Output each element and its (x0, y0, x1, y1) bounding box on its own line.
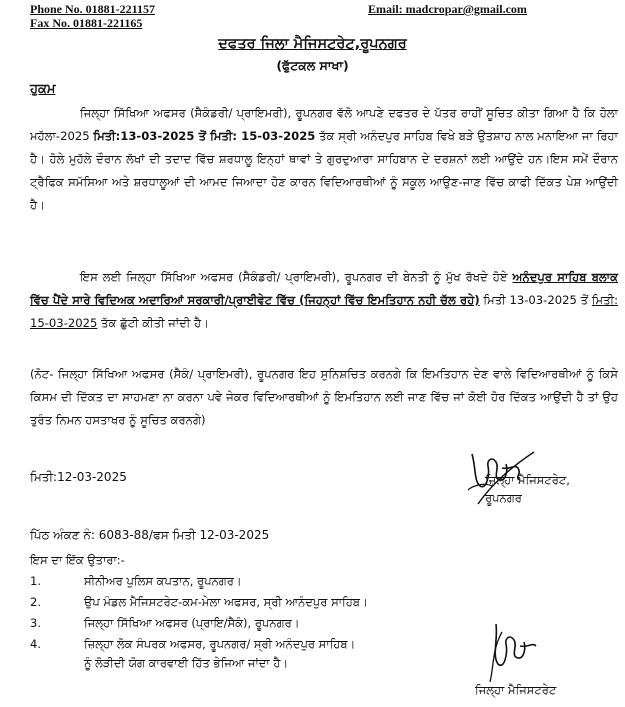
copy-recipient: ਉਪ ਮੰਡਲ ਮੈਜਿਸਟਰੇਟ-ਕਮ-ਮੇਲਾ ਅਫਸਰ, ਸ੍ਰੀ ਆਨੰਦਪੁਰ ਸਾਹਿਬ। (84, 595, 368, 609)
copy-number: 3. (30, 616, 41, 630)
signature-1-designation: ਜ਼ਿਲ੍ਹਾ ਮੈਜਿਸਟਰੇਟ, (485, 473, 570, 487)
office-title: ਦਫਤਰ ਜਿਲਾ ਮੈਜਿਸਟਰੇਟ,ਰੂਪਨਗਰ (218, 36, 407, 52)
copy-number: 4. (30, 637, 41, 651)
order-paragraph-1 (30, 102, 618, 217)
paragraph-2-text-b: ਮਿਤੀ 13-03-2025 ਤੋਂ (479, 293, 592, 307)
copy-intro: ਇਸ ਦਾ ਇੱਕ ਉਤਾਰਾ:- (30, 553, 125, 567)
email-address: Email: madcropar@gmail.com (368, 2, 527, 16)
signature-2 (482, 620, 552, 688)
paragraph-2-block-text: ਅਨੰਦਪੁਰ ਸਾਹਿਬ ਬਲਾਕ ਵਿੱਚ ਪੈਂਦੇ ਸਾਰੇ ਵਿਦਿਅਕ ਅਦਾਰਿਆਂ ਸਰਕਾਰੀ/ਪ੍ਰਾਈਵੇਟ ਵਿੱਚ (ਜਿਹਨ੍ਹਾਂ ਵਿੱਚ ਇਮਤਿਹਾਨ ਨਹੀ ਚੱਲ ਰਹੇ) (30, 270, 618, 307)
copy-number: 2. (30, 595, 41, 609)
paragraph-1-text-b: ਤੱਕ ਸ੍ਰੀ ਅਨੰਦਪੁਰ ਸਾਹਿਬ ਵਿਖੇ ਬੜੇ ਉਤਸ਼ਾਹ ਨਾਲ ਮਨਾਇਆ ਜਾ ਰਿਹਾ ਹੈ। ਹੋਲੇ ਮੁਹੱਲੇ ਦੌਰਾਨ ਲੱਖਾਂ ਦੀ ਤਦਾਦ ਵਿੱਚ ਸ਼ਰਧਾਲੂ ਇਨ੍ਹਾਂ ਥਾਵਾਂ ਤੇ ਗੁਰਦੁਆਰਾ ਸਾਹਿਬਾਨ ਦੇ ਦਰਸ਼ਨਾਂ ਲਈ ਆਉਂਦੇ ਹਨ।ਇਸ ਸਮੇਂ ਦੌਰਾਨ ਟ੍ਰੈਫਿਕ ਸਮੱਸਿਆ ਅਤੇ ਸ਼ਰਧਾਲੂਆਂ ਦੀ ਆਮਦ ਜਿਆਦਾ ਹੋਣ ਕਾਰਨ ਵਿਦਿਆਰਥੀਆਂ ਨੂੰ ਸਕੂਲ ਆਉਣ-ਜਾਣ ਵਿੱਚ ਕਾਫੀ ਦਿੱਕਤ ਪੇਸ਼ ਆਉਂਦੀ ਹੈ। (30, 129, 618, 212)
paragraph-2-text-a: ਇਸ ਲਈ ਜਿਲ੍ਹਾ ਸਿੱਖਿਆ ਅਫਸਰ (ਸੈਕੰਡਰੀ/ ਪ੍ਰਾਇਮਰੀ), ਰੂਪਨਗਰ ਦੀ ਬੇਨਤੀ ਨੂੰ ਮੁੱਖ ਰੱਖਦੇ ਹੋਏ (80, 270, 513, 284)
order-title: ਹੁਕਮ (30, 82, 56, 97)
signature-2-designation: ਜਿਲ੍ਹਾ ਮੈਜਿਸਟਰੇਟ (475, 683, 557, 697)
signature-1-place: ਰੂਪਨਗਰ (485, 491, 522, 505)
signature-2-scribble (482, 620, 552, 684)
paragraph-1-date-range: ਮਿਤੀ:13-03-2025 ਤੋਂ ਮਿਤੀ: 15-03-2025 (93, 129, 316, 143)
paragraph-1-text-a: ਜਿਲ੍ਹਾ ਸਿੱਖਿਆ ਅਫਸਰ (ਸੈਕੰਡਰੀ/ ਪ੍ਰਾਇਮਰੀ), ਰੂਪਨਗਰ ਵੱਲੋ ਆਪਣੇ ਦਫਤਰ ਦੇ ਪੱਤਰ ਰਾਹੀਂ ਸੂਚਿਤ ਕੀਤਾ ਗਿਆ ਹੈ ਕਿ ਹੋਲਾ ਮਹੱਲਾ-2025 (30, 106, 618, 143)
letterhead-contacts (30, 2, 155, 30)
phone-number: Phone No. 01881-221157 (30, 2, 156, 16)
copy-recipient: ਜ਼ਿਲ੍ਹਾ ਲੋਕ ਸੰਪਰਕ ਅਫਸਰ, ਰੂਪਨਗਰ/ ਸ੍ਰੀ ਅਨੰਦਪੁਰ ਸਾਹਿਬ। (84, 637, 356, 651)
reference-number: ਪਿੱਠ ਅੰਕਣ ਨੰ: 6083-88/ਫਸ ਮਿਤੀ 12-03-2025 (30, 528, 270, 542)
forwarding-note: ਨੂੰ ਲੋੜੀਦੀ ਯੋਗ ਕਾਰਵਾਈ ਹਿੱਤ ਭੇਜਿਆ ਜਾਂਦਾ ਹੈ। (84, 656, 289, 670)
order-paragraph-2 (30, 266, 618, 335)
copy-recipient: ਜਿਲ੍ਹਾ ਸਿੱਖਿਆ ਅਫਸਰ (ਪ੍ਰਾਇ/ਸੈਕੰ), ਰੂਪਨਗਰ। (84, 616, 300, 630)
paragraph-2-date-end: ਮਿਤੀ: 15-03-2025 (30, 293, 619, 330)
branch-name: (ਫੁੱਟਕਲ ਸਾਖਾ) (276, 58, 349, 73)
fax-number: Fax No. 01881-221165 (30, 16, 143, 30)
copy-number: 1. (30, 574, 41, 588)
order-date: ਮਿਤੀ:12-03-2025 (30, 470, 127, 484)
paragraph-2-text-c: ਤੱਕ ਛੁੱਟੀ ਕੀਤੀ ਜਾਂਦੀ ਹੈ। (97, 316, 209, 330)
order-note: (ਨੋਟ- ਜਿਲ੍ਹਾ ਸਿੱਖਿਆ ਅਫਸਰ (ਸੈਕੰ/ ਪ੍ਰਾਇਮਰੀ), ਰੂਪਨਗਰ ਇਹ ਸੁਨਿਸ਼ਚਿਤ ਕਰਨਗੇ ਕਿ ਇਮਤਿਹਾਨ ਦੇਣ ਵਾਲੇ ਵਿਦਿਆਰਥੀਆਂ ਨੂੰ ਕਿਸੇ ਕਿਸਮ ਦੀ ਦਿੱਕਤ ਦਾ ਸਾਹਮਣਾ ਨਾ ਕਰਨਾ ਪਵੇ ਜੇਕਰ ਵਿਦਿਆਰਥੀਆਂ ਨੂੰ ਇਮਤਿਹਾਨ ਲਈ ਜਾਣ ਵਿੱਚ ਜਾਂ ਕੋਈ ਹੋਰ ਦਿੱਕਤ ਆਉਂਦੀ ਹੈ ਤਾਂ ਉਹ ਤੁਰੰਤ ਨਿਮਨ ਹਸਤਾਖਰ ਨੂੰ ਸੂਚਿਤ ਕਰਨਗੇ) (30, 367, 618, 427)
copy-recipient: ਸੀਨੀਅਰ ਪੁਲਿਸ ਕਪਤਾਨ, ਰੂਪਨਗਰ। (84, 574, 242, 588)
